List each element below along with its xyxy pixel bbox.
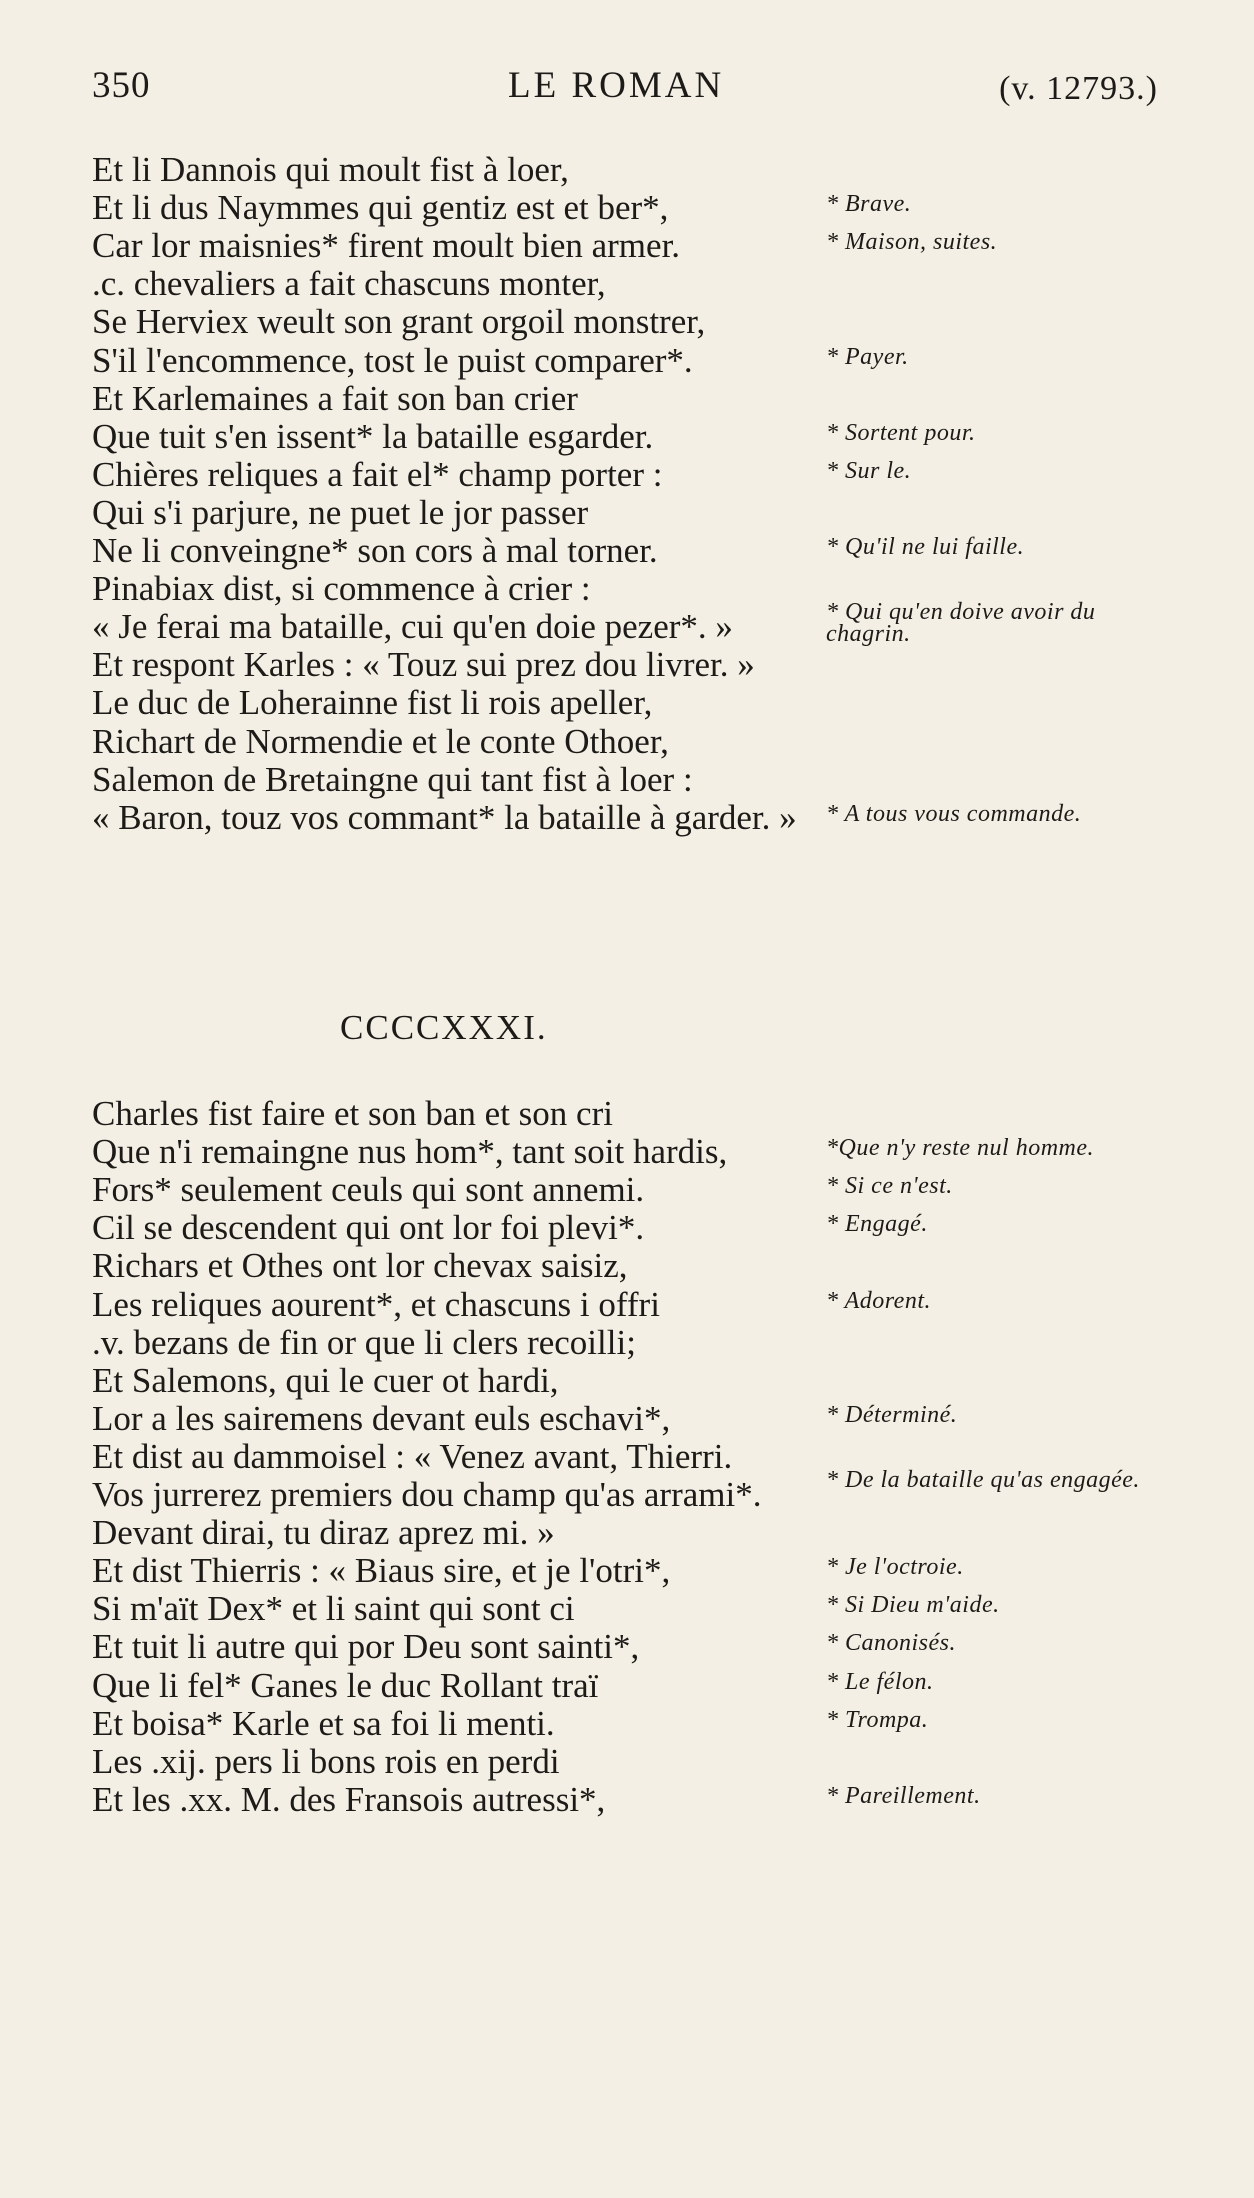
verse-text: Et tuit li autre qui por Deu sont sainti*, [92,1627,640,1667]
verse-text: Que n'i remaingne nus hom*, tant soit hardis, [92,1132,728,1172]
gloss-note: *Que n'y reste nul homme. [826,1135,1095,1162]
gloss-note: * Canonisés. [826,1630,957,1657]
verse-text: Et boisa* Karle et sa foi li menti. [92,1703,555,1743]
verse-text: Richart de Normendie et le conte Othoer, [92,721,669,761]
verse-text: Lor a les sairemens devant euls eschavi*, [92,1398,671,1438]
verse-text: Et Salemons, qui le cuer ot hardi, [92,1360,559,1400]
gloss-note: * Adorent. [826,1287,931,1314]
gloss-note: * Je l'octroie. [826,1554,964,1581]
verse-text: Vos jurrerez premiers dou champ qu'as arrami*. [92,1475,762,1514]
gloss-note: * Brave. [826,191,912,218]
verse-text: Le duc de Loherainne fist li rois apeller, [92,683,653,723]
verse-text: Et les .xx. M. des Fransois autressi*, [92,1779,606,1819]
gloss-note: * Si Dieu m'aide. [826,1592,1000,1619]
verse-text: Pinabiax dist, si commence à crier : [92,569,591,609]
gloss-note: * Maison, suites. [826,229,998,256]
verse-text: Et respont Karles : « Touz sui prez dou livrer. » [92,645,755,685]
verse-text: Cil se descendent qui ont lor foi plevi*. [92,1208,645,1248]
verse-text: Salemon de Bretaingne qui tant fist à loer : [92,759,693,799]
gloss-note: * Engagé. [826,1211,928,1238]
gloss-note: * Sur le. [826,457,912,484]
verse-text: Et li Dannois qui moult fist à loer, [92,150,569,189]
verse-text: Chières reliques a fait el* champ porter : [92,454,663,494]
verse-text: Car lor maisnies* firent moult bien armer. [92,226,681,266]
gloss-note: * Le félon. [826,1668,934,1695]
verse-text: Et dist au dammoisel : « Venez avant, Thierri. [92,1436,733,1476]
verse-text: Si m'aït Dex* et li saint qui sont ci [92,1589,575,1629]
verse-line [0,1778,1254,1822]
verse-text: Les reliques aourent*, et chascuns i offri [92,1284,660,1324]
gloss-note: * Qui qu'en doive avoir du chagrin. [826,599,1096,648]
verse-text: Fors* seulement ceuls qui sont annemi. [92,1170,645,1210]
verse-text: Se Herviex weult son grant orgoil monstrer, [92,302,706,342]
running-title: LE ROMAN [508,65,725,106]
verse-text: Devant dirai, tu diraz aprez mi. » [92,1513,555,1553]
verse-text: Et Karlemaines a fait son ban crier [92,378,578,418]
page-number: 350 [92,65,151,106]
verse-text: Que li fel* Ganes le duc Rollant traï [92,1665,599,1705]
verse-text: Et li dus Naymmes qui gentiz est et ber*, [92,188,669,228]
gloss-note: * A tous vous commande. [826,800,1082,827]
verse-text: Et dist Thierris : « Biaus sire, et je l'otri*, [92,1551,671,1591]
verse-text: Que tuit s'en issent* la bataille esgarder. [92,416,654,456]
gloss-note: * Pareillement. [826,1782,981,1809]
verse-text: .c. chevaliers a fait chascuns monter, [92,264,606,304]
verse-text: « Je ferai ma bataille, cui qu'en doie pezer*. » [92,607,733,647]
gloss-note: * Si ce n'est. [826,1173,953,1200]
gloss-note: * Payer. [826,343,909,370]
verse-line [0,796,1254,840]
gloss-note: * De la bataille qu'as engagée. [826,1467,1140,1493]
gloss-note: * Déterminé. [826,1401,958,1428]
gloss-note: * Trompa. [826,1706,929,1733]
verse-text: S'il l'encommence, tost le puist comparer*. [92,340,693,380]
gloss-note: * Qu'il ne lui faille. [826,534,1025,560]
verse-text: « Baron, touz vos commant* la bataille à garder. » [92,797,797,837]
verse-reference: (v. 12793.) [999,70,1158,107]
gloss-note: * Sortent pour. [826,419,976,446]
stanza-heading: CCCCXXXI. [340,1008,548,1047]
verse-text: Les .xij. pers li bons rois en perdi [92,1741,560,1781]
verse-text: Richars et Othes ont lor chevax saisiz, [92,1246,628,1286]
verse-text: .v. bezans de fin or que li clers recoilli; [92,1322,636,1362]
verse-text: Qui s'i parjure, ne puet le jor passer [92,492,589,532]
verse-text: Charles fist faire et son ban et son cri [92,1094,613,1133]
verse-text: Ne li conveingne* son cors à mal torner. [92,531,658,570]
